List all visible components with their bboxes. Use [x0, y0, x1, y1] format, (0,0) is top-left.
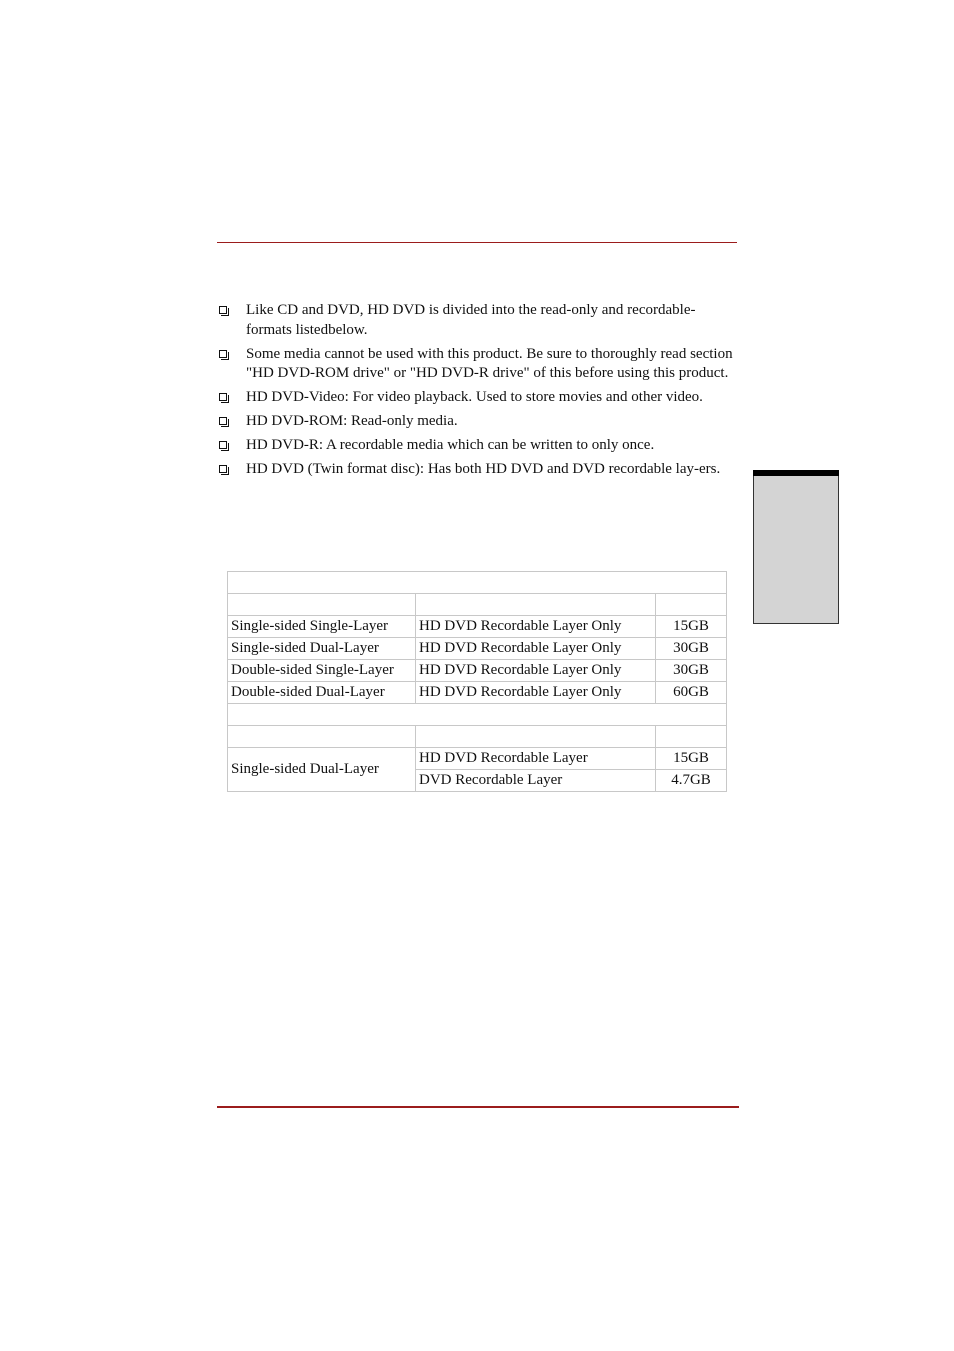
header-cell — [228, 594, 416, 616]
layer-cell: HD DVD Recordable Layer Only — [416, 616, 656, 638]
footer-rule — [217, 1106, 739, 1108]
layer-cell: HD DVD Recordable Layer Only — [416, 660, 656, 682]
capacity-cell: 30GB — [656, 660, 727, 682]
header-cell — [416, 594, 656, 616]
checkbox-bullet-icon — [219, 465, 227, 473]
checkbox-bullet-icon — [219, 417, 227, 425]
media-type-cell: Single-sided Dual-Layer — [228, 748, 416, 792]
checkbox-bullet-icon — [219, 441, 227, 449]
section-title-cell — [228, 704, 727, 726]
table-row — [228, 660, 727, 682]
list-item: HD DVD-ROM: Read-only media. — [217, 412, 739, 432]
media-type-cell: Single-sided Dual-Layer — [228, 638, 416, 660]
header-rule — [217, 242, 737, 243]
bullet-list — [217, 301, 739, 484]
table-row — [228, 616, 727, 638]
capacity-cell: 15GB — [656, 616, 727, 638]
checkbox-bullet-icon — [219, 350, 227, 358]
capacity-cell: 4.7GB — [656, 770, 727, 792]
header-cell — [228, 726, 416, 748]
capacity-cell: 30GB — [656, 638, 727, 660]
media-type-cell: Double-sided Dual-Layer — [228, 682, 416, 704]
checkbox-bullet-icon — [219, 306, 227, 314]
media-type-cell: Double-sided Single-Layer — [228, 660, 416, 682]
list-item: HD DVD (Twin format disc): Has both HD DVD and DVD recordable lay-ers. — [217, 460, 739, 480]
header-cell — [656, 594, 727, 616]
layer-cell: DVD Recordable Layer — [416, 770, 656, 792]
media-type-cell: Single-sided Single-Layer — [228, 616, 416, 638]
table-header-row — [228, 594, 727, 616]
table-row — [228, 682, 727, 704]
table-header-row — [228, 726, 727, 748]
capacity-cell: 60GB — [656, 682, 727, 704]
layer-cell: HD DVD Recordable Layer Only — [416, 682, 656, 704]
side-tab-bar — [753, 470, 839, 476]
layer-cell: HD DVD Recordable Layer — [416, 748, 656, 770]
layer-cell: HD DVD Recordable Layer Only — [416, 638, 656, 660]
table-row — [228, 638, 727, 660]
checkbox-bullet-icon — [219, 393, 227, 401]
list-item: Like CD and DVD, HD DVD is divided into the read-only and recordable-formats listedbelow. — [217, 301, 739, 340]
chapter-side-tab — [753, 470, 839, 624]
table-title-cell — [228, 572, 727, 594]
table-title-row — [228, 572, 727, 594]
list-item: HD DVD-Video: For video playback. Used to store movies and other video. — [217, 388, 739, 408]
list-item: HD DVD-R: A recordable media which can be written to only once. — [217, 436, 739, 456]
header-cell — [416, 726, 656, 748]
header-cell — [656, 726, 727, 748]
table-row — [228, 748, 727, 770]
media-capacity-table — [227, 571, 727, 792]
list-item: Some media cannot be used with this product. Be sure to thoroughly read section "HD DVD-ROM drive" or "HD DVD-R drive" of this before using this product. — [217, 345, 739, 384]
table-section-row — [228, 704, 727, 726]
capacity-cell: 15GB — [656, 748, 727, 770]
